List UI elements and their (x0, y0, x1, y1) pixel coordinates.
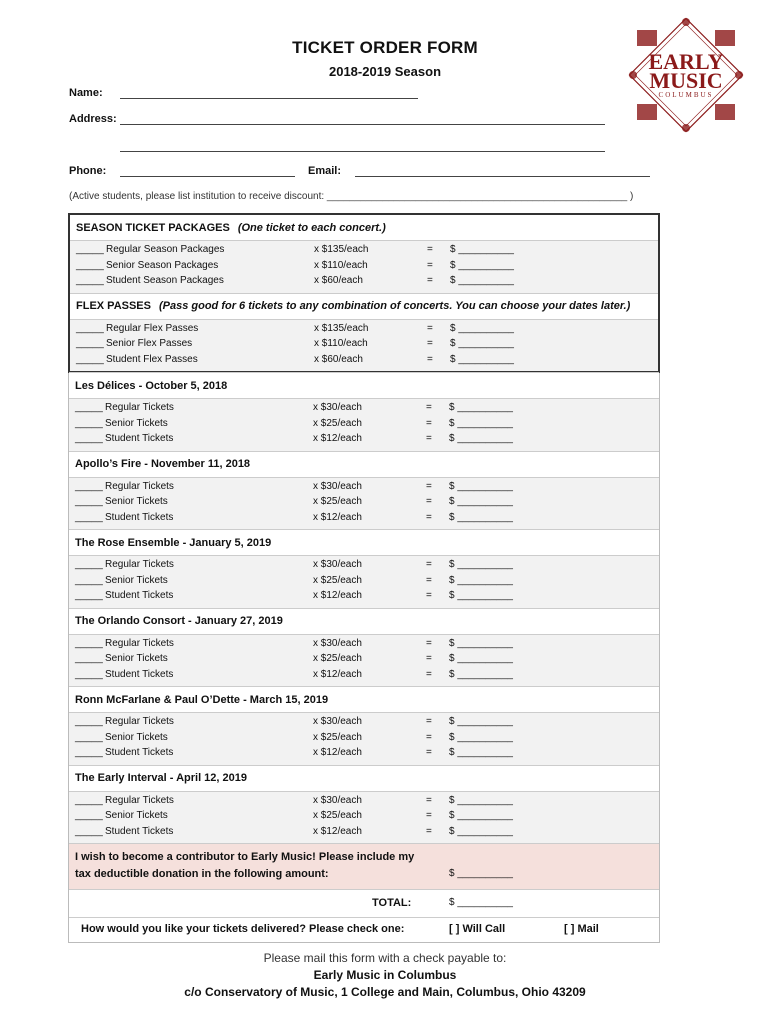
will-call-checkbox[interactable]: [ ] Will Call (449, 923, 506, 935)
item-name: Regular Tickets (105, 559, 174, 570)
address-label: Address: (69, 113, 117, 125)
section-rows (70, 319, 658, 372)
quantity-blank[interactable]: _____ (75, 496, 103, 507)
quantity-blank[interactable]: _____ (75, 574, 103, 586)
order-row (69, 638, 659, 654)
concert-sections (69, 372, 659, 843)
equals-sign: = (426, 810, 432, 821)
equals-sign: = (426, 637, 432, 649)
item-name: Student Tickets (105, 590, 174, 601)
section-rows (69, 634, 659, 687)
item-price: x $110/each (314, 259, 368, 271)
quantity-blank[interactable]: _____ (75, 668, 103, 680)
item-name: Senior Tickets (105, 417, 168, 429)
item-price: x $30/each (313, 794, 362, 806)
item-name: Regular Tickets (105, 716, 174, 727)
order-row (69, 481, 659, 497)
amount-blank[interactable]: $ __________ (449, 731, 513, 743)
item-price: x $25/each (313, 810, 362, 821)
quantity-blank[interactable]: _____ (75, 637, 103, 649)
amount-blank[interactable]: $ __________ (449, 574, 513, 586)
amount-blank[interactable]: $ __________ (449, 559, 513, 570)
student-institution-note: (Active students, please list institution to receive discount: ______________________________________________________ ) (69, 191, 634, 202)
item-price: x $25/each (313, 731, 362, 743)
order-row (69, 512, 659, 528)
amount-blank[interactable]: $ __________ (449, 716, 513, 727)
order-row (69, 826, 659, 842)
contribution-text-line-1: I wish to become a contributor to Early Music! Please include my (75, 851, 415, 863)
concert-title: Ronn McFarlane & Paul O’Dette - March 15, 2019 (75, 693, 329, 706)
equals-sign: = (427, 275, 433, 286)
concert-header (69, 686, 659, 712)
concert-header (69, 529, 659, 555)
concert-title: The Orlando Consort - January 27, 2019 (75, 615, 283, 627)
section-title: FLEX PASSES (76, 300, 151, 312)
concert-header (69, 451, 659, 477)
amount-blank[interactable]: $ __________ (449, 653, 513, 664)
item-name: Regular Tickets (105, 480, 174, 492)
order-row (70, 244, 658, 260)
order-row (69, 795, 659, 811)
item-price: x $30/each (313, 402, 362, 413)
equals-sign: = (427, 353, 433, 365)
amount-blank[interactable]: $ __________ (450, 338, 514, 349)
logo-word-early: EARLY (648, 49, 724, 74)
item-name: Student Tickets (105, 747, 174, 758)
amount-blank[interactable]: $ __________ (449, 810, 513, 821)
equals-sign: = (426, 653, 432, 664)
equals-sign: = (427, 322, 433, 334)
order-row (69, 669, 659, 685)
item-name: Student Tickets (105, 511, 174, 523)
order-row (70, 260, 658, 276)
item-price: x $30/each (313, 716, 362, 727)
quantity-blank[interactable]: _____ (75, 480, 103, 492)
order-row (70, 338, 658, 354)
order-row (69, 559, 659, 575)
total-amount[interactable]: $ __________ (449, 897, 513, 908)
equals-sign: = (426, 402, 432, 413)
amount-blank[interactable]: $ __________ (449, 668, 513, 680)
item-price: x $12/each (313, 668, 362, 680)
item-price: x $25/each (313, 496, 362, 507)
item-name: Regular Flex Passes (106, 322, 199, 334)
item-price: x $110/each (314, 338, 368, 349)
name-label: Name: (69, 87, 103, 99)
section-title: SEASON TICKET PACKAGES (76, 221, 230, 234)
section-rows (69, 477, 659, 530)
equals-sign: = (427, 259, 433, 271)
item-name: Student Flex Passes (106, 353, 198, 365)
email-field[interactable] (355, 176, 650, 177)
item-name: Senior Tickets (105, 810, 168, 821)
order-row (69, 433, 659, 449)
item-name: Student Tickets (105, 433, 174, 444)
item-name: Student Tickets (105, 668, 174, 680)
season-subtitle: 2018-2019 Season (328, 64, 442, 79)
section-description: (One ticket to each concert.) (237, 221, 386, 234)
quantity-blank[interactable]: _____ (76, 275, 104, 286)
amount-blank[interactable]: $ __________ (449, 417, 513, 429)
item-price: x $25/each (313, 574, 362, 586)
amount-blank[interactable]: $ __________ (449, 496, 513, 507)
item-name: Regular Tickets (105, 637, 174, 649)
order-row (70, 323, 658, 339)
quantity-blank[interactable]: _____ (76, 353, 104, 365)
order-row (69, 575, 659, 591)
section-rows (69, 398, 659, 451)
concert-title: Apollo’s Fire - November 11, 2018 (75, 458, 251, 470)
quantity-blank[interactable]: _____ (75, 794, 103, 806)
phone-field[interactable] (120, 176, 295, 177)
quantity-blank[interactable]: _____ (75, 731, 103, 743)
contribution-text-line-2: tax deductible donation in the following amount: (75, 868, 329, 880)
amount-blank[interactable]: $ __________ (450, 259, 514, 271)
quantity-blank[interactable]: _____ (75, 402, 103, 413)
total-row (69, 889, 659, 917)
amount-blank[interactable]: $ __________ (450, 244, 514, 255)
order-row (69, 402, 659, 418)
equals-sign: = (426, 417, 432, 429)
section-rows (70, 240, 658, 293)
item-price: x $30/each (313, 559, 362, 570)
item-name: Senior Tickets (105, 653, 168, 664)
concert-title: The Rose Ensemble - January 5, 2019 (75, 536, 272, 549)
footer-address: c/o Conservatory of Music, 1 College and Main, Columbus, Ohio 43209 (184, 985, 586, 999)
equals-sign: = (426, 716, 432, 727)
amount-blank[interactable]: $ __________ (449, 590, 513, 601)
item-name: Senior Tickets (105, 496, 168, 507)
order-row (69, 590, 659, 606)
order-row (69, 653, 659, 669)
item-price: x $12/each (313, 433, 362, 444)
item-price: x $135/each (314, 244, 369, 255)
amount-blank[interactable]: $ __________ (450, 322, 514, 334)
quantity-blank[interactable]: _____ (75, 810, 103, 821)
item-name: Senior Tickets (105, 574, 168, 586)
equals-sign: = (426, 480, 432, 492)
order-row (69, 747, 659, 763)
quantity-blank[interactable]: _____ (75, 716, 103, 727)
item-price: x $25/each (313, 417, 362, 429)
order-row (70, 275, 658, 291)
item-price: x $60/each (314, 353, 363, 365)
item-price: x $12/each (313, 825, 362, 837)
item-name: Senior Season Packages (106, 259, 219, 271)
email-label: Email: (308, 165, 342, 177)
equals-sign: = (426, 731, 432, 743)
logo-word-columbus: COLUMBUS (658, 91, 714, 99)
phone-label: Phone: (69, 165, 107, 177)
item-price: x $30/each (313, 637, 362, 649)
concert-title: Les Délices - October 5, 2018 (75, 379, 228, 392)
item-name: Student Tickets (105, 825, 174, 837)
mail-checkbox[interactable]: [ ] Mail (564, 923, 599, 935)
order-row (69, 496, 659, 512)
item-name: Senior Flex Passes (106, 338, 193, 349)
section-rows (69, 555, 659, 608)
item-name: Senior Tickets (105, 731, 168, 743)
quantity-blank[interactable]: _____ (75, 559, 103, 570)
amount-blank[interactable]: $ __________ (449, 825, 513, 837)
address-field-line-2[interactable] (120, 151, 605, 152)
item-name: Regular Season Packages (106, 244, 225, 255)
amount-blank[interactable]: $ __________ (449, 480, 513, 492)
order-table (68, 213, 660, 943)
order-row (69, 810, 659, 826)
quantity-blank[interactable]: _____ (75, 825, 103, 837)
amount-blank[interactable]: $ __________ (449, 747, 513, 758)
item-name: Student Season Packages (106, 275, 224, 286)
delivery-row (69, 917, 659, 942)
amount-blank[interactable]: $ __________ (450, 353, 514, 365)
section-rows (69, 791, 659, 844)
section-header (70, 215, 658, 240)
amount-blank[interactable]: $ __________ (449, 433, 513, 444)
equals-sign: = (426, 590, 432, 601)
concert-header (69, 608, 659, 634)
quantity-blank[interactable]: _____ (76, 322, 104, 334)
item-price: x $25/each (313, 653, 362, 664)
name-field[interactable] (120, 98, 418, 99)
order-row (69, 716, 659, 732)
quantity-blank[interactable]: _____ (75, 653, 103, 664)
amount-blank[interactable]: $ __________ (449, 511, 513, 523)
equals-sign: = (426, 825, 432, 837)
early-music-logo (627, 16, 745, 134)
footer-payee: Early Music in Columbus (313, 968, 457, 982)
item-price: x $135/each (314, 322, 369, 334)
logo-word-music: MUSIC (649, 68, 723, 93)
quantity-blank[interactable]: _____ (76, 244, 104, 255)
order-row (69, 418, 659, 434)
quantity-blank[interactable]: _____ (76, 259, 104, 271)
concert-title: The Early Interval - April 12, 2019 (75, 772, 248, 784)
equals-sign: = (426, 511, 432, 523)
quantity-blank[interactable]: _____ (75, 590, 103, 601)
form-title: TICKET ORDER FORM (292, 38, 478, 57)
equals-sign: = (427, 338, 433, 349)
total-label: TOTAL: (372, 897, 412, 909)
amount-blank[interactable]: $ __________ (449, 637, 513, 649)
equals-sign: = (427, 244, 433, 255)
delivery-question: How would you like your tickets delivered? Please check one: (81, 923, 405, 935)
section-description: (Pass good for 6 tickets to any combination of concerts. You can choose your dates later.) (158, 300, 631, 312)
item-price: x $30/each (313, 480, 362, 492)
item-price: x $60/each (314, 275, 363, 286)
concert-header (69, 765, 659, 791)
package-group (68, 213, 660, 373)
quantity-blank[interactable]: _____ (75, 417, 103, 429)
section-header (70, 293, 658, 319)
equals-sign: = (426, 433, 432, 444)
footer-instruction: Please mail this form with a check payable to: (263, 951, 507, 965)
equals-sign: = (426, 574, 432, 586)
item-name: Regular Tickets (105, 402, 174, 413)
order-row (70, 354, 658, 370)
quantity-blank[interactable]: _____ (75, 433, 103, 444)
item-price: x $12/each (313, 747, 362, 758)
amount-blank[interactable]: $ __________ (449, 402, 513, 413)
equals-sign: = (426, 747, 432, 758)
item-price: x $12/each (313, 511, 362, 523)
amount-blank[interactable]: $ __________ (449, 794, 513, 806)
item-name: Regular Tickets (105, 794, 174, 806)
equals-sign: = (426, 668, 432, 680)
equals-sign: = (426, 559, 432, 570)
equals-sign: = (426, 496, 432, 507)
concert-header (69, 372, 659, 398)
contribution-amount[interactable]: $ __________ (449, 868, 513, 879)
section-rows (69, 712, 659, 765)
order-row (69, 732, 659, 748)
quantity-blank[interactable]: _____ (75, 511, 103, 523)
quantity-blank[interactable]: _____ (75, 747, 103, 758)
amount-blank[interactable]: $ __________ (450, 275, 514, 286)
contribution-row (69, 843, 659, 889)
quantity-blank[interactable]: _____ (76, 338, 104, 349)
equals-sign: = (426, 794, 432, 806)
item-price: x $12/each (313, 590, 362, 601)
address-field-line-1[interactable] (120, 124, 605, 125)
